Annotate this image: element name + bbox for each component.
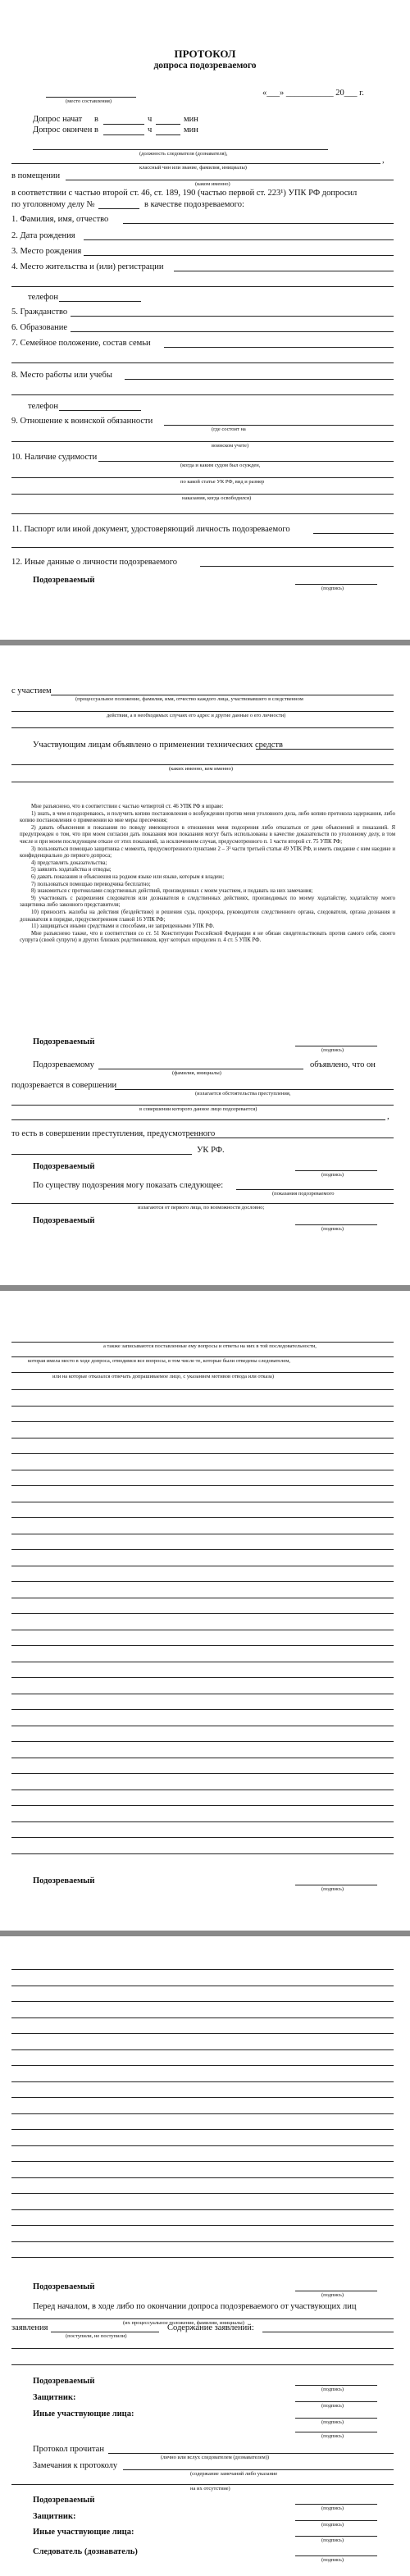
signature-hint-5: (подпись) bbox=[321, 2433, 344, 2439]
suspect-label: Подозреваемый bbox=[33, 576, 95, 585]
testimony-line-cont-1[interactable] bbox=[11, 1969, 394, 1970]
field-work: 8. Место работы или учебы bbox=[11, 371, 112, 380]
testimony-line-cont-19[interactable] bbox=[11, 2257, 394, 2258]
right-7: 7) пользоваться помощью переводчика бесплатно; bbox=[31, 881, 151, 887]
testimony-line-19[interactable] bbox=[11, 1677, 394, 1678]
tech-means-label: Участвующим лицам объявлено о применении технических средств bbox=[33, 741, 283, 750]
testimony-hint-c: или на которые отказался отвечать допрашиваемое лицо, с указанием мотивов отвода или отказа) bbox=[52, 1374, 274, 1379]
field-conviction-input-4[interactable] bbox=[11, 513, 394, 514]
signature-hint-8: (подпись) bbox=[321, 2537, 344, 2543]
per-case-label: по уголовному делу № bbox=[11, 200, 95, 209]
start-min-label: мин bbox=[184, 115, 198, 124]
testimony-line-cont-13[interactable] bbox=[11, 2161, 394, 2162]
page-1 bbox=[0, 0, 410, 640]
others-signature-line-3[interactable] bbox=[295, 2536, 377, 2537]
participants-hint: (их процессуальное положение, фамилии, инициалы) bbox=[123, 2320, 244, 2326]
rank-hint: классный чин или звание, фамилия, инициалы) bbox=[139, 165, 247, 171]
uk-label: УК РФ. bbox=[197, 1146, 225, 1155]
tech-means-hint: (каких именно, кем именно) bbox=[169, 766, 234, 772]
field-conviction-input-3[interactable] bbox=[11, 494, 394, 495]
testimony-line-0[interactable] bbox=[11, 1342, 394, 1343]
testimony-line-29[interactable] bbox=[11, 1837, 394, 1838]
field-conviction: 10. Наличие судимости bbox=[11, 453, 98, 462]
testimony-line-cont-9[interactable] bbox=[11, 2097, 394, 2098]
place-hint: (место составления) bbox=[66, 98, 112, 104]
testimony-line-13[interactable] bbox=[11, 1581, 394, 1582]
field-family-input-2[interactable] bbox=[11, 362, 394, 363]
crime-input[interactable] bbox=[115, 1089, 394, 1090]
with-participation-label: с участием bbox=[11, 686, 52, 695]
remarks-hint-2: на их отсутствие) bbox=[190, 2486, 230, 2492]
tech-means-input-2[interactable] bbox=[11, 764, 394, 765]
remarks-hint-1: (содержание замечаний либо указание bbox=[190, 2471, 278, 2477]
right-8: 8) знакомиться с протоколами следственных действий, произведенных с моим участием, и подавать на них замечания; bbox=[31, 888, 313, 895]
others-signature-line-1[interactable] bbox=[295, 2418, 377, 2419]
defender-label-2: Защитник: bbox=[33, 2512, 76, 2521]
testimony-line-cont-8[interactable] bbox=[11, 2081, 394, 2082]
protocol-subtitle: допроса подозреваемого bbox=[153, 61, 257, 71]
suspect-label-2: Подозреваемый bbox=[33, 2377, 95, 2386]
field-birthplace: 3. Место рождения bbox=[11, 247, 82, 256]
investigator-line-2[interactable] bbox=[11, 163, 380, 164]
field-military-input-2[interactable] bbox=[11, 441, 394, 442]
field-birthplace-input[interactable] bbox=[84, 255, 394, 256]
on-merits-label: По существу подозрения могу показать следующее: bbox=[33, 1181, 224, 1190]
participants-line-3[interactable] bbox=[11, 727, 394, 728]
contents-input-3[interactable] bbox=[11, 2364, 394, 2365]
testimony-hint-2: излагаются от первого лица, по возможности дословно; bbox=[138, 1205, 265, 1210]
contents-label: Содержание заявлений: bbox=[167, 2323, 254, 2332]
phone-label: телефон bbox=[28, 293, 58, 302]
right-2: 2) давать объяснения и показания по поводу имеющегося в отношении меня подозрения либо отказаться от дачи объяснений и показаний. Я предупрежден о том, что при моем согласии дать показания мои показания могут быть использованы в качестве доказательств по уголовному делу, в том числе и при моем последующем отказе от этих показаний, за исключением случая, предусмотренного п. 1 части второй ст. 75 УПК РФ; bbox=[20, 824, 395, 845]
in-room-label: в помещении bbox=[11, 171, 61, 180]
testimony-line-17[interactable] bbox=[11, 1645, 394, 1646]
suspect-signature-line-2[interactable] bbox=[295, 2385, 377, 2386]
rights-text bbox=[20, 804, 395, 945]
signature-hint-1: (подпись) bbox=[321, 1047, 344, 1053]
protocol-read-input[interactable] bbox=[108, 2453, 394, 2454]
suspect-label-3: Подозреваемый bbox=[33, 2496, 95, 2505]
testimony-line-cont-5[interactable] bbox=[11, 2033, 394, 2034]
field-other-data: 12. Иные данные о личности подозреваемого bbox=[11, 558, 178, 567]
defender-signature-line[interactable] bbox=[295, 2401, 377, 2402]
military-hint-2: воинском учете) bbox=[212, 443, 249, 449]
page-2 bbox=[0, 645, 410, 1285]
testimony-line-5[interactable] bbox=[11, 1453, 394, 1454]
statements-label: заявления bbox=[11, 2323, 48, 2332]
field-citizenship-input[interactable] bbox=[71, 316, 394, 317]
participants-input[interactable] bbox=[11, 2318, 394, 2319]
field-passport-input[interactable] bbox=[313, 533, 394, 534]
suspect-signature-line-2[interactable] bbox=[295, 1170, 377, 1171]
field-military-input[interactable] bbox=[164, 425, 394, 426]
testimony-line-21[interactable] bbox=[11, 1709, 394, 1710]
start-hours-field[interactable] bbox=[103, 124, 144, 125]
start-label: Допрос начат bbox=[33, 115, 83, 124]
testimony-line-28[interactable] bbox=[11, 1821, 394, 1822]
date-field[interactable]: «___» ___________ 20___ г. bbox=[262, 89, 364, 98]
per-articles: в соответствии с частью второй ст. 46, ст. 189, 190 (частью первой ст. 223¹) УПК РФ допросил bbox=[11, 189, 358, 198]
comma-2: , bbox=[387, 1112, 390, 1121]
room-hint: (каком именно) bbox=[195, 181, 230, 187]
signature-hint-3: (подпись) bbox=[321, 1226, 344, 1232]
investigator-line[interactable] bbox=[33, 149, 328, 150]
field-education-input[interactable] bbox=[71, 331, 394, 332]
work-phone-label: телефон bbox=[28, 402, 58, 411]
as-suspect: в качестве подозреваемого: bbox=[144, 200, 244, 209]
field-work-input-2[interactable] bbox=[11, 394, 394, 395]
suspect-signature-line[interactable] bbox=[295, 584, 377, 585]
investigator-signature-line[interactable] bbox=[295, 2555, 377, 2556]
remarks-input-2[interactable] bbox=[11, 2484, 394, 2485]
participants-hint-1: (процессуальное положение, фамилия, имя, отчество каждого лица, участвовавшего в следственном bbox=[75, 696, 303, 702]
end-hours-field[interactable] bbox=[103, 134, 144, 135]
testimony-line-cont-4[interactable] bbox=[11, 2017, 394, 2018]
field-conviction-input-2[interactable] bbox=[11, 477, 394, 478]
defender-signature-line-2[interactable] bbox=[295, 2520, 377, 2521]
field-passport: 11. Паспорт или иной документ, удостоверяющий личность подозреваемого bbox=[11, 525, 290, 534]
testimony-line-9[interactable] bbox=[11, 1517, 394, 1518]
field-family-input[interactable] bbox=[164, 347, 394, 348]
phone-input[interactable] bbox=[59, 301, 141, 302]
testimony-hint-b: которая имела место в ходе допроса, отводимся все вопросы, в том числе те, которые были отведены следователем, bbox=[28, 1358, 291, 1364]
testimony-input-2[interactable] bbox=[11, 1203, 394, 1204]
crime-article-input-2[interactable] bbox=[11, 1154, 192, 1155]
end-min-label: мин bbox=[184, 125, 198, 134]
testimony-line-25[interactable] bbox=[11, 1773, 394, 1774]
testimony-line-15[interactable] bbox=[11, 1613, 394, 1614]
end-in: в bbox=[94, 125, 98, 134]
crime-input-2[interactable] bbox=[11, 1105, 394, 1106]
signature-hint-7: (подпись) bbox=[321, 2522, 344, 2528]
field-military: 9. Отношение к воинской обязанности bbox=[11, 417, 153, 426]
announced-text: объявлено, что он bbox=[310, 1060, 376, 1069]
place-line[interactable] bbox=[46, 97, 136, 98]
conviction-hint-2: по какой статье УК РФ, вид и размер bbox=[180, 479, 265, 485]
crime-hint-1: (излагается обстоятельства преступления, bbox=[195, 1091, 291, 1097]
signature-hint: (подпись) bbox=[321, 586, 344, 591]
suspected-of-label: подозревается в совершении bbox=[11, 1081, 117, 1090]
testimony-line-23[interactable] bbox=[11, 1741, 394, 1742]
rights-intro: Мне разъяснено, что в соответствии с частью четвертой ст. 46 УПК РФ я вправе: bbox=[31, 804, 224, 809]
field-education: 6. Образование bbox=[11, 323, 68, 332]
investigator-label: Следователь (дознаватель) bbox=[33, 2547, 138, 2556]
testimony-line-cont-7[interactable] bbox=[11, 2065, 394, 2066]
testimony-line-2[interactable] bbox=[11, 1406, 394, 1407]
crime-input-3[interactable] bbox=[11, 1119, 385, 1120]
right-3: 3) пользоваться помощью защитника с момента, предусмотренного пунктами 2 – 3¹ части третьей статьи 49 УПК РФ, и иметь свидание с ним наедине и конфиденциально до первого допроса; bbox=[20, 846, 395, 859]
testimony-line-cont-3[interactable] bbox=[11, 2001, 394, 2002]
signature-hint-1: (подпись) bbox=[321, 2292, 344, 2298]
suspect-label-3: Подозреваемый bbox=[33, 1216, 95, 1225]
start-min-field[interactable] bbox=[156, 124, 180, 125]
field-birthdate-input[interactable] bbox=[84, 239, 394, 240]
right-12: Мне разъяснено также, что в соответствии со ст. 51 Конституции Российской Федерации я не обязан свидетельствовать против самого себя, своего супруга (своей супруги) и других близких родственников, круг которых определен п. 4 ст. 5 УПК РФ. bbox=[20, 930, 395, 944]
right-4: 4) представлять доказательства; bbox=[31, 859, 107, 866]
testimony-line-cont-15[interactable] bbox=[11, 2193, 394, 2194]
protocol-read-hint: (лично или вслух следователем (дознавателем)) bbox=[161, 2455, 270, 2460]
suspect-label-2: Подозреваемый bbox=[33, 1162, 95, 1171]
testimony-line-cont-11[interactable] bbox=[11, 2129, 394, 2130]
signature-hint-3: (подпись) bbox=[321, 2403, 344, 2409]
field-name: 1. Фамилия, имя, отчество bbox=[11, 215, 109, 224]
field-family: 7. Семейное положение, состав семьи bbox=[11, 339, 151, 348]
right-6: 6) давать показания и объяснения на родном языке или языке, которым я владею; bbox=[31, 873, 225, 880]
signature-hint-4: (подпись) bbox=[321, 2419, 344, 2425]
testimony-line-7[interactable] bbox=[11, 1485, 394, 1486]
field-name-input[interactable] bbox=[123, 223, 394, 224]
end-hours-label: ч bbox=[148, 125, 153, 134]
testimony-line-cont-6[interactable] bbox=[11, 2049, 394, 2050]
who-hint: (должность следователя (дознавателя), bbox=[139, 151, 228, 157]
testimony-line-cont-12[interactable] bbox=[11, 2145, 394, 2146]
case-number-field[interactable] bbox=[98, 208, 139, 209]
start-hours-label: ч bbox=[148, 115, 153, 124]
participants-line-2[interactable] bbox=[11, 711, 394, 712]
right-10: 10) приносить жалобы на действия (бездействие) и решения суда, прокурора, руководителя следственного органа, следователя, органа дознания и дознавателя в порядке, предусмотренном главой 16 УПК РФ; bbox=[20, 909, 395, 923]
before-during-label: Перед началом, в ходе либо по окончании допроса подозреваемого от участвующих лиц bbox=[33, 2302, 357, 2311]
suspect-label: Подозреваемый bbox=[33, 1876, 95, 1885]
field-residence: 4. Место жительства и (или) регистрации bbox=[11, 262, 164, 271]
to-suspect-label: Подозреваемому bbox=[33, 1060, 94, 1069]
testimony-line-cont-18[interactable] bbox=[11, 2241, 394, 2242]
end-min-field[interactable] bbox=[156, 134, 180, 135]
page-3 bbox=[0, 1291, 410, 1931]
page-4 bbox=[0, 1936, 410, 2576]
testimony-line-cont-14[interactable] bbox=[11, 2177, 394, 2178]
suspect-signature-line-3[interactable] bbox=[295, 2504, 377, 2505]
protocol-read-label: Протокол прочитан bbox=[33, 2445, 104, 2454]
testimony-line-30[interactable] bbox=[11, 1853, 394, 1854]
suspect-signature-line-3[interactable] bbox=[295, 1224, 377, 1225]
testimony-input[interactable] bbox=[236, 1189, 394, 1190]
comma: , bbox=[382, 156, 385, 165]
right-11: 11) защищаться иными средствами и способами, не запрещенными УПК РФ. bbox=[31, 923, 215, 930]
others-label: Иные участвующие лица: bbox=[33, 2410, 134, 2419]
remarks-input[interactable] bbox=[123, 2469, 394, 2470]
end-label: Допрос окончен bbox=[33, 125, 93, 134]
signature-hint-6: (подпись) bbox=[321, 2505, 344, 2511]
testimony-line-cont-16[interactable] bbox=[11, 2209, 394, 2210]
remarks-label: Замечания к протоколу bbox=[33, 2461, 118, 2470]
work-phone-input[interactable] bbox=[59, 410, 141, 411]
testimony-line-00[interactable] bbox=[11, 1356, 394, 1357]
testimony-line-000[interactable] bbox=[11, 1372, 394, 1373]
field-conviction-input[interactable] bbox=[98, 461, 394, 462]
field-other-data-input[interactable] bbox=[200, 566, 394, 567]
conviction-hint-1: (когда и каким судом был осужден, bbox=[180, 463, 261, 468]
testimony-line-11[interactable] bbox=[11, 1549, 394, 1550]
testimony-hint-1: (показания подозреваемого bbox=[272, 1191, 335, 1197]
conviction-hint-3: наказания, когда освободился) bbox=[182, 495, 252, 501]
testimony-line-cont-10[interactable] bbox=[11, 2113, 394, 2114]
field-citizenship: 5. Гражданство bbox=[11, 308, 68, 317]
signature-hint-2: (подпись) bbox=[321, 2387, 344, 2392]
crime-of-label: то есть в совершении преступления, предусмотренного bbox=[11, 1129, 216, 1138]
suspect-label-1: Подозреваемый bbox=[33, 2282, 95, 2291]
testimony-line-3[interactable] bbox=[11, 1421, 394, 1422]
protocol-title: ПРОТОКОЛ bbox=[174, 48, 236, 60]
suspect-label-1: Подозреваемый bbox=[33, 1037, 95, 1046]
contents-input-2[interactable] bbox=[11, 2348, 394, 2349]
signature-hint-2: (подпись) bbox=[321, 1172, 344, 1178]
testimony-line-27[interactable] bbox=[11, 1805, 394, 1806]
name-hint: (фамилия, инициалы) bbox=[172, 1070, 221, 1076]
start-in: в bbox=[94, 115, 98, 124]
signature-hint-9: (подпись) bbox=[321, 2557, 344, 2563]
testimony-hint-a: а также записываются поставленные ему вопросы и ответы на них в той последовательности, bbox=[103, 1343, 317, 1349]
testimony-line-1[interactable] bbox=[11, 1389, 394, 1390]
participants-hint-2: действии, а в необходимых случаях его адрес и другие данные о его личности) bbox=[107, 713, 286, 718]
tech-means-input[interactable] bbox=[256, 749, 394, 750]
military-hint: (где состоит на bbox=[212, 426, 246, 432]
others-label-2: Иные участвующие лица: bbox=[33, 2528, 134, 2537]
right-5: 5) заявлять ходатайства и отводы; bbox=[31, 867, 112, 873]
field-work-input[interactable] bbox=[125, 379, 394, 380]
signature-hint: (подпись) bbox=[321, 1886, 344, 1892]
field-passport-input-2[interactable] bbox=[11, 547, 394, 548]
right-1: 1) знать, в чем я подозреваюсь, и получить копию постановления о возбуждении против меня уголовного дела, либо копию протокола задержания, либо копию постановления о применении ко мне меры пресечения; bbox=[20, 810, 395, 824]
testimony-line-cont-17[interactable] bbox=[11, 2225, 394, 2226]
field-birthdate: 2. Дата рождения bbox=[11, 231, 75, 240]
received-hint: (поступили, не поступили) bbox=[66, 2333, 127, 2339]
field-residence-input-2[interactable] bbox=[11, 286, 394, 287]
defender-label: Защитник: bbox=[33, 2393, 76, 2402]
right-9: 9) участвовать с разрешения следователя или дознавателя в следственных действиях, производимых по моему ходатайству, ходатайству моего защитника либо законного представителя; bbox=[20, 895, 395, 909]
crime-hint-2: в совершении которого данное лицо подозревается) bbox=[139, 1106, 257, 1112]
